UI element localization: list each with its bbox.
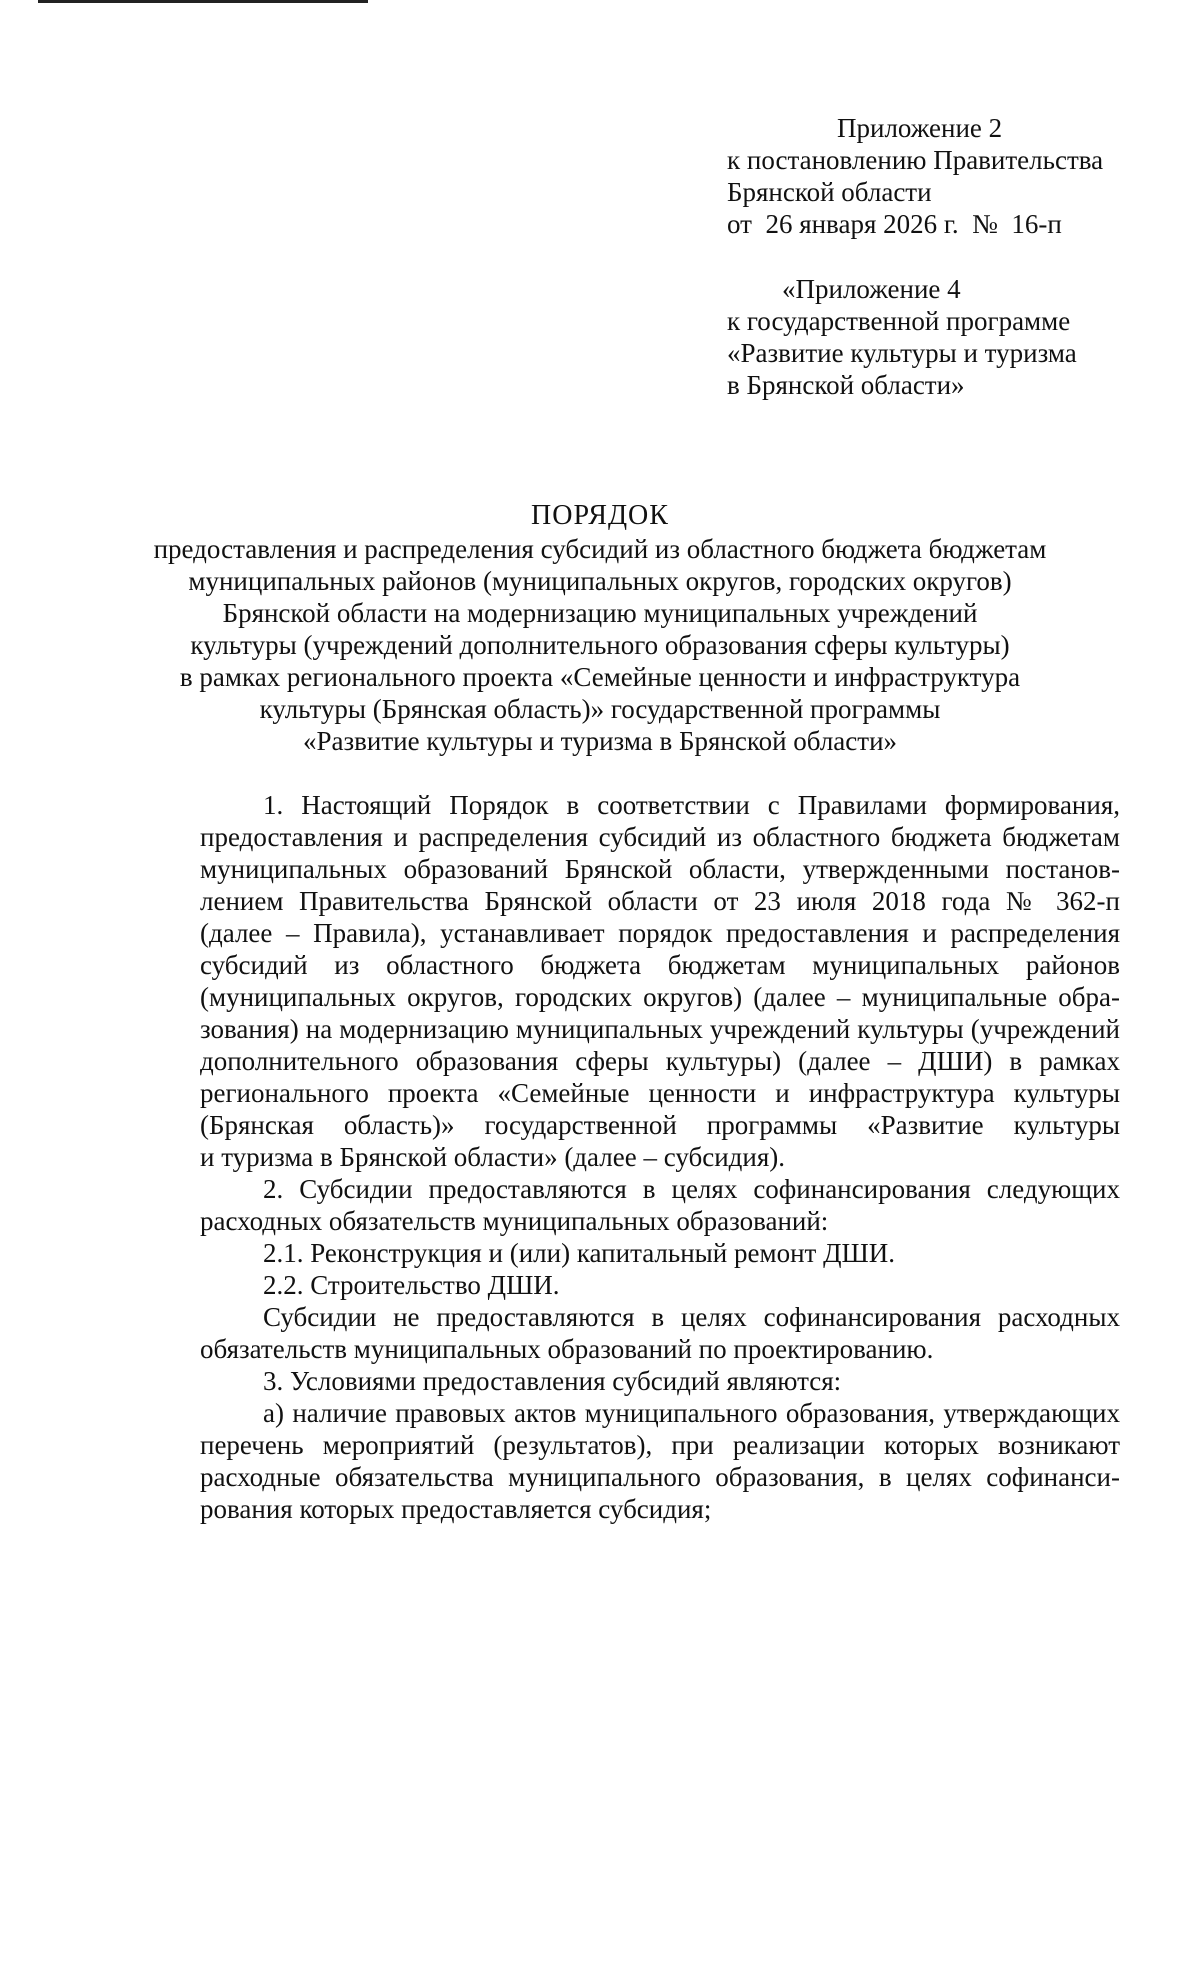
appendix-4-program-name: «Развитие культуры и туризма <box>727 338 1077 368</box>
appendix-2-resolution: к постановлению Правительства <box>727 145 1104 175</box>
paragraph-3a-line: а) наличие правовых актов муниципального образования, утверждающих <box>263 1398 1120 1428</box>
appendix-4-program-region: в Брянской области» <box>727 370 965 400</box>
title-line: культуры (Брянская область)» государственной программы <box>259 694 941 724</box>
paragraph-1-line: 1. Настоящий Порядок в соответствии с Правилами формирования, <box>263 790 1120 820</box>
title-line: культуры (учреждений дополнительного образования сферы культуры) <box>190 630 1010 660</box>
title-line: предоставления и распределения субсидий из областного бюджета бюджетам <box>153 534 1047 564</box>
paragraph-3a-line: расходные обязательства муниципального образования, в целях софинанси- <box>200 1462 1120 1492</box>
paragraph-3-line: 3. Условиями предоставления субсидий являются: <box>263 1366 842 1396</box>
document-title <box>0 499 1200 757</box>
appendix-4-reference <box>727 273 1077 401</box>
paragraph-2-1-line: 2.1. Реконструкция и (или) капитальный ремонт ДШИ. <box>263 1238 895 1268</box>
paragraph-1-line: субсидий из областного бюджета бюджетам муниципальных районов <box>200 950 1120 980</box>
header-rule <box>38 0 368 3</box>
paragraph-1-line: дополнительного образования сферы культуры) (далее – ДШИ) в рамках <box>200 1046 1120 1076</box>
title-line: Брянской области на модернизацию муниципальных учреждений <box>222 598 978 628</box>
title-line: в рамках регионального проекта «Семейные ценности и инфраструктура <box>179 662 1021 692</box>
paragraph-3a-line: перечень мероприятий (результатов), при реализации которых возникают <box>200 1430 1120 1460</box>
title-heading: ПОРЯДОК <box>531 500 669 531</box>
paragraph-2-2-line: 2.2. Строительство ДШИ. <box>263 1270 560 1300</box>
paragraph-2-line: 2. Субсидии предоставляются в целях софинансирования следующих <box>263 1174 1120 1204</box>
paragraph-1-line: и туризма в Брянской области» (далее – субсидия). <box>200 1142 785 1172</box>
appendix-2-label: Приложение 2 <box>837 113 1003 143</box>
paragraph-1-line: зования) на модернизацию муниципальных учреждений культуры (учреждений <box>200 1014 1120 1044</box>
appendix-4-label: «Приложение 4 <box>782 274 961 304</box>
title-line: «Развитие культуры и туризма в Брянской области» <box>302 726 898 756</box>
paragraph-1-line: предоставления и распределения субсидий из областного бюджета бюджетам <box>200 822 1120 852</box>
paragraph-3a-line: рования которых предоставляется субсидия; <box>200 1494 712 1524</box>
appendix-2-region: Брянской области <box>727 177 932 207</box>
paragraph-1-line: лением Правительства Брянской области от 23 июля 2018 года № 362-п <box>200 886 1120 916</box>
paragraph-exclusion-line: обязательств муниципальных образований по проектированию. <box>200 1334 934 1364</box>
appendix-2-date-number: от 26 января 2026 г. № 16-п <box>727 209 1062 239</box>
title-line: муниципальных районов (муниципальных округов, городских округов) <box>188 566 1012 596</box>
paragraph-exclusion-line: Субсидии не предоставляются в целях софинансирования расходных <box>263 1302 1120 1332</box>
paragraph-1-line: (муниципальных округов, городских округов) (далее – муниципальные обра- <box>200 982 1120 1012</box>
appendix-4-program: к государственной программе <box>727 306 1071 336</box>
document-body <box>200 789 1120 1525</box>
paragraph-1-line: регионального проекта «Семейные ценности и инфраструктура культуры <box>200 1078 1120 1108</box>
paragraph-1-line: муниципальных образований Брянской области, утвержденными постанов- <box>200 854 1120 884</box>
paragraph-1-line: (Брянская область)» государственной программы «Развитие культуры <box>200 1110 1120 1140</box>
paragraph-1-line: (далее – Правила), устанавливает порядок предоставления и распределения <box>200 918 1120 948</box>
appendix-2-reference <box>727 112 1103 240</box>
paragraph-2-line: расходных обязательств муниципальных образований: <box>200 1206 829 1236</box>
